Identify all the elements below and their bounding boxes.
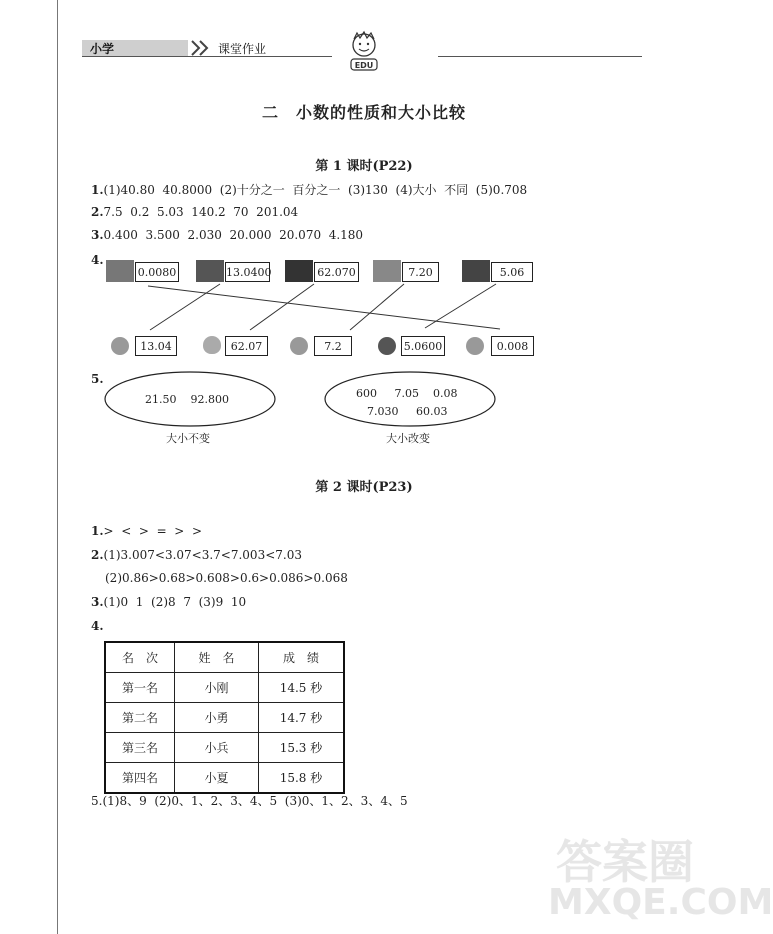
lesson2-heading: 第 2 课时(P23) bbox=[315, 480, 413, 495]
table-cell: 小兵 bbox=[175, 733, 259, 763]
q-number: 1. bbox=[91, 183, 104, 197]
q-number: 4. bbox=[91, 253, 104, 267]
unchanged-values: 21.50 92.800 bbox=[145, 393, 229, 406]
q-number: 3. bbox=[91, 595, 104, 609]
fruit-icon bbox=[111, 337, 129, 355]
lesson2-q4-number bbox=[91, 619, 104, 633]
answer-text: 0.400 3.500 2.030 20.000 20.070 4.180 bbox=[103, 228, 364, 242]
strawberry-icon bbox=[378, 337, 396, 355]
decimal-box-top-2: 13.0400 bbox=[225, 262, 270, 282]
table-cell: 第一名 bbox=[105, 673, 175, 703]
decimal-box-bottom-3: 7.2 bbox=[314, 336, 352, 356]
flower-photo-icon bbox=[106, 260, 134, 282]
watermark-url: MXQE.COM bbox=[548, 882, 773, 923]
q-number: 2. bbox=[91, 548, 104, 562]
lesson2-q5: 5.(1)8、9 (2)0、1、2、3、4、5 (3)0、1、2、3、4、5 bbox=[91, 794, 408, 808]
changed-values-line1: 600 7.05 0.08 bbox=[356, 387, 458, 400]
flower-photo-icon bbox=[285, 260, 313, 282]
changed-values-line2: 7.030 60.03 bbox=[367, 405, 448, 418]
table-row bbox=[105, 673, 344, 703]
table-row bbox=[105, 733, 344, 763]
decimal-box-top-4: 7.20 bbox=[402, 262, 439, 282]
flower-photo-icon bbox=[196, 260, 224, 282]
decimal-box-bottom-4: 5.0600 bbox=[401, 336, 445, 356]
lesson2-q3 bbox=[91, 595, 246, 609]
decimal-box-top-5: 5.06 bbox=[491, 262, 533, 282]
table-row bbox=[105, 703, 344, 733]
q-number: 4. bbox=[91, 619, 104, 633]
header-title: 课堂作业 bbox=[218, 42, 267, 56]
header-tag-text: 小学 bbox=[90, 42, 115, 56]
lesson2-q1 bbox=[91, 524, 202, 538]
answer-text: > < > = > > bbox=[103, 524, 203, 538]
matching-lines bbox=[0, 0, 728, 400]
lesson2-q2-part2: (2)0.86>0.68>0.608>0.6>0.086>0.068 bbox=[105, 571, 348, 585]
table-header: 姓 名 bbox=[175, 642, 259, 673]
table-cell: 第三名 bbox=[105, 733, 175, 763]
chapter-title: 二 小数的性质和大小比较 bbox=[261, 103, 466, 122]
decimal-box-bottom-2: 62.07 bbox=[225, 336, 268, 356]
svg-text:EDU: EDU bbox=[354, 61, 374, 70]
decimal-box-top-3: 62.070 bbox=[314, 262, 359, 282]
table-cell: 小勇 bbox=[175, 703, 259, 733]
table-cell: 小夏 bbox=[175, 763, 259, 794]
table-cell: 第四名 bbox=[105, 763, 175, 794]
table-header: 名 次 bbox=[105, 642, 175, 673]
decimal-box-top-1: 0.0080 bbox=[135, 262, 179, 282]
answer-text: (1)40.80 40.8000 (2)十分之一 百分之一 (3)130 (4)大小 不同 (5)0.708 bbox=[103, 183, 528, 197]
flower-photo-icon bbox=[462, 260, 490, 282]
table-row bbox=[105, 763, 344, 794]
answer-text: (1)3.007<3.07<3.7<7.003<7.03 bbox=[103, 548, 302, 562]
decimal-box-bottom-1: 13.04 bbox=[135, 336, 177, 356]
q-number: 5. bbox=[91, 372, 104, 386]
q-number: 2. bbox=[91, 205, 104, 219]
table-cell: 14.7 秒 bbox=[259, 703, 345, 733]
q-number: 1. bbox=[91, 524, 104, 538]
table-header-row bbox=[105, 642, 344, 673]
changed-label: 大小改变 bbox=[386, 432, 430, 445]
watermark-logo: 答案圈 bbox=[556, 835, 694, 889]
table-cell: 15.3 秒 bbox=[259, 733, 345, 763]
unchanged-label: 大小不变 bbox=[166, 432, 210, 445]
q-number: 3. bbox=[91, 228, 104, 242]
pear-icon bbox=[203, 336, 221, 354]
lesson1-heading: 第 1 课时(P22) bbox=[315, 159, 413, 174]
fruit-icon bbox=[290, 337, 308, 355]
decimal-box-bottom-5: 0.008 bbox=[491, 336, 534, 356]
table-cell: 小刚 bbox=[175, 673, 259, 703]
fruit-icon bbox=[466, 337, 484, 355]
lesson2-q2 bbox=[91, 548, 302, 562]
table-header: 成 绩 bbox=[259, 642, 345, 673]
table-cell: 14.5 秒 bbox=[259, 673, 345, 703]
table-cell: 15.8 秒 bbox=[259, 763, 345, 794]
flower-photo-icon bbox=[373, 260, 401, 282]
answer-text: (1)0 1 (2)8 7 (3)9 10 bbox=[103, 595, 247, 609]
ranking-table bbox=[104, 641, 345, 794]
table-cell: 第二名 bbox=[105, 703, 175, 733]
answer-text: 7.5 0.2 5.03 140.2 70 201.04 bbox=[103, 205, 299, 219]
